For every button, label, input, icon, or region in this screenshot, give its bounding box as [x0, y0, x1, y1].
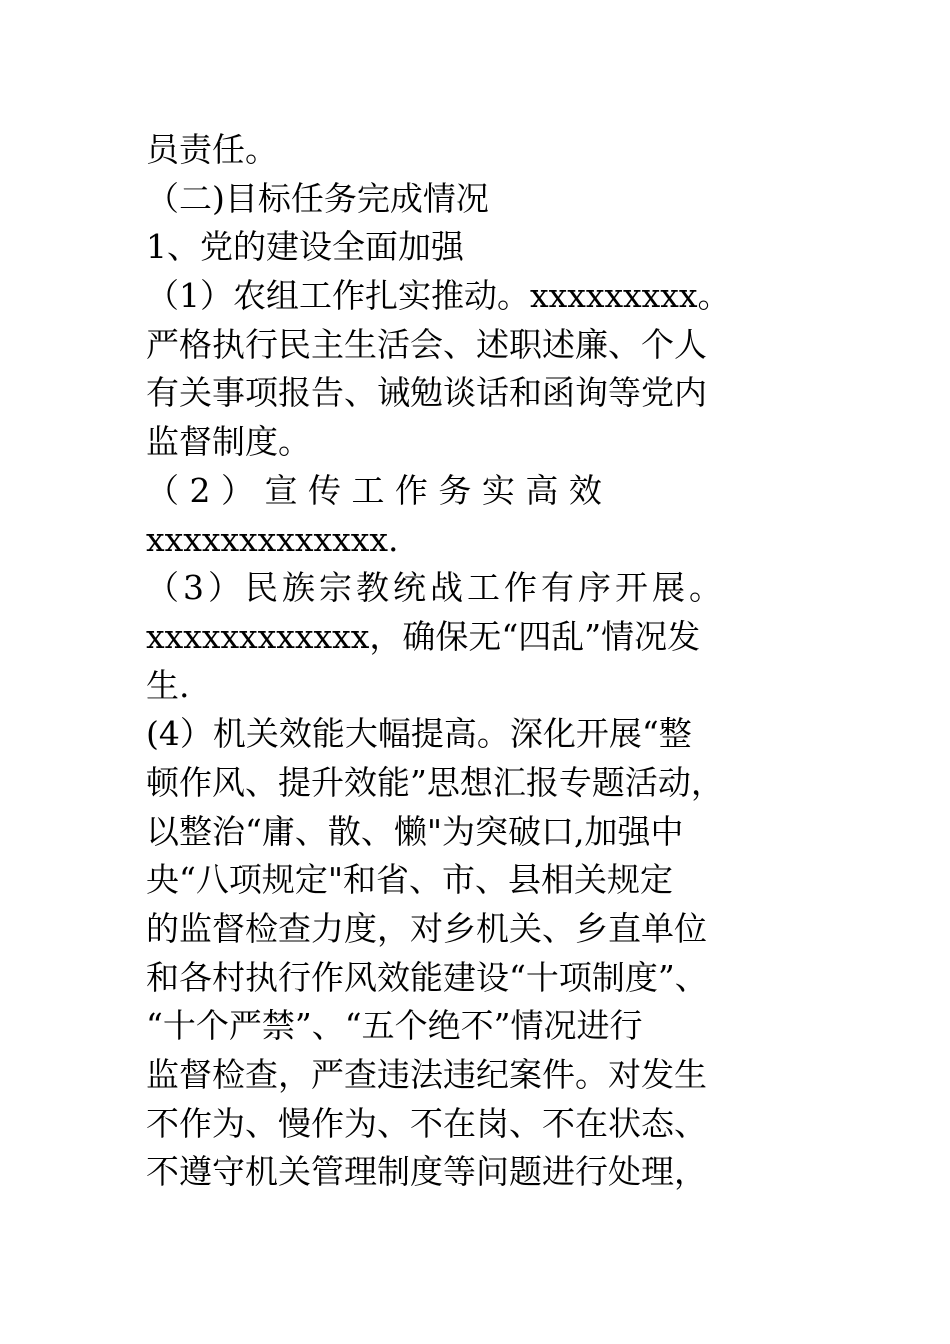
text-line: 监督制度。 — [146, 422, 311, 462]
text-line: xxxxxxxxxxxx，确保无“四乱”情况发 — [146, 616, 701, 656]
text-line: 不作为、慢作为、不在岗、不在状态、 — [146, 1103, 707, 1143]
text-line: 监督检查，严查违法违纪案件。对发生 — [146, 1055, 707, 1095]
subsection-heading: 1、党的建设全面加强 — [146, 227, 464, 267]
text-line: 员责任。 — [146, 130, 278, 169]
text-line: 有关事项报告、诫勉谈话和函询等党内 — [146, 373, 707, 413]
text-line: 和各村执行作风效能建设“十项制度”、 — [146, 957, 708, 997]
text-line: 的监督检查力度，对乡机关、乡直单位 — [146, 909, 707, 948]
text-line: （ 2 ） 宣 传 工 作 务 实 高 效 — [146, 470, 602, 510]
text-line: xxxxxxxxxxxxx. — [146, 519, 399, 559]
text-line: 以整治“庸、散、懒"为突破口,加强中 — [146, 811, 684, 851]
text-line: 严格执行民主生活会、述职述廉、个人 — [146, 324, 707, 364]
text-line: 不遵守机关管理制度等问题进行处理， — [146, 1152, 707, 1192]
text-line: (4）机关效能大幅提高。深化开展“整 — [146, 714, 692, 754]
text-line: 顿作风、提升效能”思想汇报专题活动， — [146, 762, 724, 802]
document-body — [146, 126, 836, 1197]
text-line: “十个严禁”、“五个绝不”情况进行 — [146, 1006, 643, 1046]
text-line: 生. — [146, 665, 190, 705]
text-line: （1）农组工作扎实推动。xxxxxxxxx。 — [146, 276, 731, 316]
section-heading: （二)目标任务完成情况 — [146, 178, 489, 218]
text-line: （3）民族宗教统战工作有序开展。 — [146, 568, 726, 608]
text-line: 央“八项规定"和省、市、县相关规定 — [146, 860, 674, 900]
